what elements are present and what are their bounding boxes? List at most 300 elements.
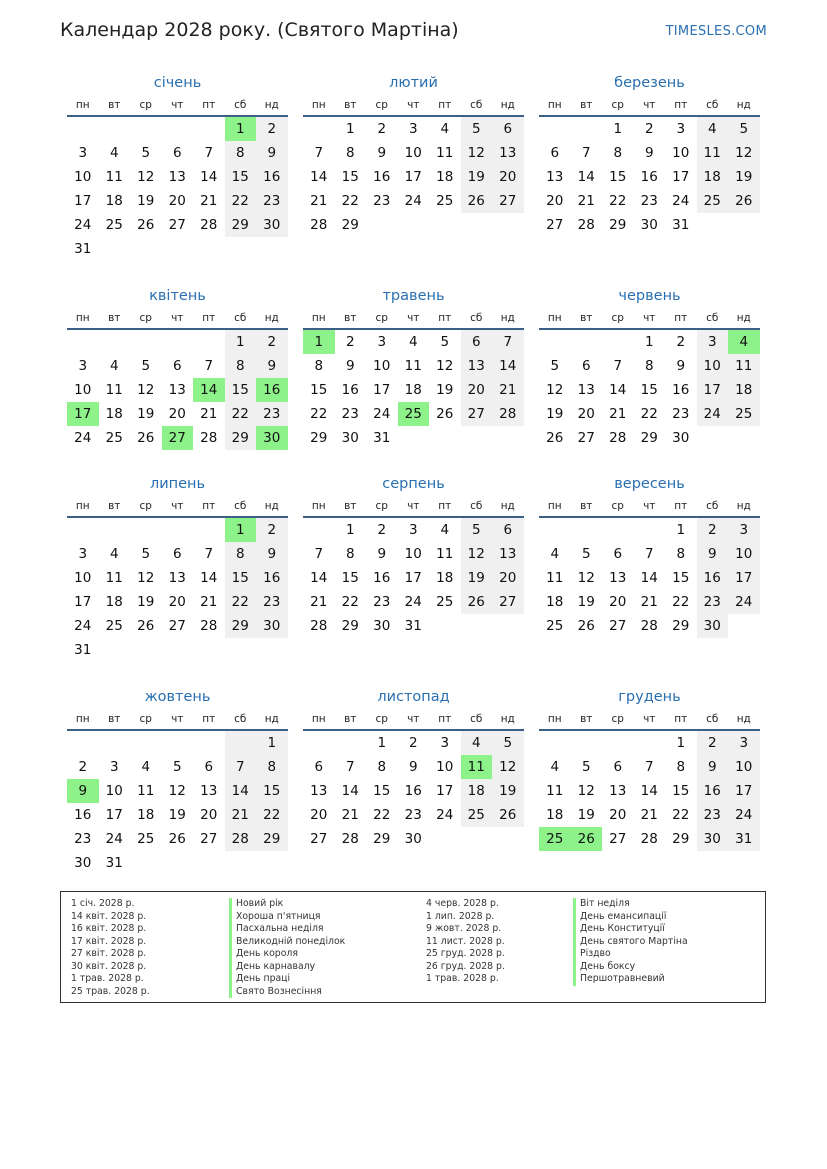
day-cell: 1 <box>256 731 288 755</box>
day-cell: 19 <box>461 566 493 590</box>
weekday-label: чт <box>171 500 184 512</box>
day-cell: 8 <box>225 354 257 378</box>
day-cell: 22 <box>609 193 627 209</box>
day-cell: 5 <box>141 145 151 161</box>
day-cell: 30 <box>373 618 391 634</box>
day-cell: 23 <box>697 590 729 614</box>
holiday-day: 30 <box>256 426 288 450</box>
day-cell: 9 <box>697 755 729 779</box>
day-cell: 25 <box>697 189 729 213</box>
day-cell: 12 <box>436 358 454 374</box>
day-cell: 8 <box>676 546 686 562</box>
day-cell: 28 <box>200 217 218 233</box>
day-cell: 8 <box>644 358 654 374</box>
day-cell: 17 <box>105 807 123 823</box>
weekday-label: пт <box>202 99 216 111</box>
day-cell: 2 <box>256 518 288 542</box>
day-cell: 9 <box>345 358 355 374</box>
legend-date: 1 трав. 2028 р. <box>71 973 144 984</box>
day-cell: 15 <box>341 570 359 586</box>
weekday-label: чт <box>643 99 656 111</box>
day-cell: 21 <box>310 594 328 610</box>
day-cell: 6 <box>172 358 182 374</box>
weekday-label: нд <box>500 500 515 512</box>
day-cell: 12 <box>728 141 760 165</box>
day-cell: 11 <box>436 145 454 161</box>
weekday-label: вт <box>344 312 357 324</box>
empty-cell <box>634 731 666 755</box>
day-cell: 31 <box>74 241 92 257</box>
day-cell: 28 <box>341 831 359 847</box>
day-cell: 19 <box>137 193 155 209</box>
empty-cell <box>539 731 571 755</box>
day-cell: 25 <box>436 193 454 209</box>
day-cell: 22 <box>672 594 690 610</box>
weekday-label: вт <box>344 713 357 725</box>
month-name: липень <box>149 476 206 492</box>
empty-cell <box>571 330 603 354</box>
weekday-label: ср <box>611 312 624 324</box>
month-block <box>303 473 524 638</box>
day-cell: 20 <box>200 807 218 823</box>
day-cell: 10 <box>373 358 391 374</box>
empty-cell <box>162 518 194 542</box>
weekday-label: пт <box>438 99 452 111</box>
day-cell: 30 <box>672 430 690 446</box>
page-title: Календар 2028 року. (Святого Мартіна) <box>60 19 459 41</box>
day-cell: 30 <box>74 855 92 871</box>
day-cell: 24 <box>74 430 92 446</box>
empty-cell <box>162 330 194 354</box>
day-cell: 11 <box>105 382 123 398</box>
day-cell: 9 <box>697 542 729 566</box>
day-cell: 12 <box>137 570 155 586</box>
month-block <box>539 686 760 851</box>
weekday-header <box>67 308 288 330</box>
day-cell: 4 <box>109 358 119 374</box>
weekday-label: ср <box>611 500 624 512</box>
empty-cell <box>303 117 335 141</box>
weekday-label: сб <box>234 99 247 111</box>
day-cell: 2 <box>256 330 288 354</box>
day-cell: 5 <box>728 117 760 141</box>
day-cell: 28 <box>609 430 627 446</box>
day-cell: 5 <box>581 759 591 775</box>
day-cell: 14 <box>577 169 595 185</box>
weekday-label: ср <box>375 99 388 111</box>
day-cell: 17 <box>373 382 391 398</box>
day-cell: 6 <box>492 518 524 542</box>
day-cell: 8 <box>256 755 288 779</box>
weekday-label: нд <box>736 99 751 111</box>
day-cell: 20 <box>492 566 524 590</box>
day-cell: 28 <box>640 831 658 847</box>
day-cell: 14 <box>200 570 218 586</box>
day-cell: 15 <box>672 570 690 586</box>
day-cell: 21 <box>492 378 524 402</box>
day-cell: 11 <box>546 783 564 799</box>
day-cell: 5 <box>550 358 560 374</box>
day-cell: 24 <box>404 193 422 209</box>
site-link[interactable]: TIMESLES.COM <box>665 24 767 39</box>
weekday-label: пт <box>674 713 688 725</box>
weekday-label: ср <box>139 713 152 725</box>
weekday-label: пн <box>75 713 90 725</box>
weekday-label: чт <box>407 312 420 324</box>
holiday-day: 1 <box>225 117 257 141</box>
day-cell: 5 <box>492 731 524 755</box>
weekday-label: пн <box>75 99 90 111</box>
day-cell: 15 <box>225 165 257 189</box>
day-cell: 10 <box>672 145 690 161</box>
day-cell: 1 <box>676 522 686 538</box>
legend-date: 1 трав. 2028 р. <box>426 973 499 984</box>
day-cell: 28 <box>225 827 257 851</box>
day-cell: 13 <box>492 542 524 566</box>
day-cell: 18 <box>404 382 422 398</box>
day-cell: 17 <box>404 570 422 586</box>
legend-holiday-name: День емансипації <box>573 911 688 924</box>
day-cell: 19 <box>461 165 493 189</box>
day-cell: 19 <box>436 382 454 398</box>
empty-cell <box>303 518 335 542</box>
day-cell: 4 <box>109 145 119 161</box>
weekday-label: ср <box>375 713 388 725</box>
weekday-label: нд <box>264 312 279 324</box>
day-cell: 17 <box>728 566 760 590</box>
weekday-label: нд <box>500 312 515 324</box>
day-cell: 11 <box>728 354 760 378</box>
empty-cell <box>634 518 666 542</box>
day-cell: 11 <box>105 169 123 185</box>
day-cell: 20 <box>546 193 564 209</box>
holiday-day: 4 <box>728 330 760 354</box>
day-cell: 16 <box>256 566 288 590</box>
day-cell: 9 <box>256 141 288 165</box>
day-cell: 22 <box>310 406 328 422</box>
day-cell: 16 <box>697 566 729 590</box>
month-block <box>303 686 524 851</box>
day-cell: 7 <box>314 546 324 562</box>
holiday-day: 11 <box>461 755 493 779</box>
weekday-label: чт <box>407 713 420 725</box>
weekday-header <box>539 95 760 117</box>
empty-cell <box>571 117 603 141</box>
day-cell: 11 <box>546 570 564 586</box>
day-cell: 4 <box>440 522 450 538</box>
day-cell: 18 <box>436 570 454 586</box>
holiday-day: 25 <box>398 402 430 426</box>
day-cell: 30 <box>341 430 359 446</box>
day-cell: 8 <box>345 546 355 562</box>
day-cell: 6 <box>550 145 560 161</box>
day-cell: 1 <box>345 522 355 538</box>
legend-date: 30 квіт. 2028 р. <box>71 960 147 972</box>
weekday-header <box>67 496 288 518</box>
empty-cell <box>571 518 603 542</box>
weekday-label: пн <box>75 500 90 512</box>
day-cell: 3 <box>697 330 729 354</box>
weekday-header <box>67 95 288 117</box>
weekday-label: вт <box>108 312 121 324</box>
day-cell: 20 <box>609 807 627 823</box>
legend-holiday-name: Пасхальна неділя <box>229 923 345 936</box>
day-cell: 14 <box>200 169 218 185</box>
day-cell: 8 <box>345 145 355 161</box>
day-cell: 1 <box>225 330 257 354</box>
day-cell: 23 <box>697 803 729 827</box>
day-cell: 25 <box>728 402 760 426</box>
month-name: грудень <box>618 689 681 705</box>
day-cell: 17 <box>697 378 729 402</box>
day-cell: 25 <box>137 831 155 847</box>
day-cell: 17 <box>436 783 454 799</box>
day-cell: 3 <box>377 334 387 350</box>
month-name: січень <box>153 75 202 91</box>
weekday-header <box>303 308 524 330</box>
weekday-label: ср <box>139 99 152 111</box>
weekday-label: нд <box>264 713 279 725</box>
day-cell: 4 <box>697 117 729 141</box>
day-cell: 16 <box>74 807 92 823</box>
day-cell: 22 <box>341 193 359 209</box>
legend-date: 4 черв. 2028 р. <box>426 898 499 909</box>
day-cell: 14 <box>640 783 658 799</box>
day-cell: 9 <box>644 145 654 161</box>
day-cell: 29 <box>609 217 627 233</box>
legend-date: 26 груд. 2028 р. <box>426 960 505 972</box>
month-block <box>67 473 288 662</box>
day-cell: 25 <box>546 618 564 634</box>
empty-cell <box>99 117 131 141</box>
weekday-header <box>303 496 524 518</box>
day-cell: 27 <box>492 590 524 614</box>
day-cell: 6 <box>314 759 324 775</box>
day-cell: 7 <box>581 145 591 161</box>
day-cell: 10 <box>697 354 729 378</box>
day-cell: 5 <box>461 117 493 141</box>
day-cell: 6 <box>204 759 214 775</box>
day-cell: 13 <box>609 783 627 799</box>
day-cell: 5 <box>581 546 591 562</box>
day-cell: 19 <box>137 594 155 610</box>
empty-cell <box>67 731 99 755</box>
day-cell: 7 <box>613 358 623 374</box>
weekday-label: чт <box>171 99 184 111</box>
day-cell: 21 <box>225 803 257 827</box>
weekday-label: чт <box>171 312 184 324</box>
weekday-label: вт <box>108 99 121 111</box>
day-cell: 10 <box>404 546 422 562</box>
weekday-label: пт <box>202 713 216 725</box>
day-cell: 24 <box>404 594 422 610</box>
day-cell: 17 <box>404 169 422 185</box>
day-cell: 27 <box>577 430 595 446</box>
empty-cell <box>99 731 131 755</box>
day-cell: 8 <box>225 141 257 165</box>
holiday-day: 17 <box>67 402 99 426</box>
weekday-label: чт <box>171 713 184 725</box>
day-cell: 31 <box>74 642 92 658</box>
weekday-label: чт <box>643 312 656 324</box>
day-cell: 7 <box>644 546 654 562</box>
day-cell: 25 <box>436 594 454 610</box>
weekday-label: нд <box>264 99 279 111</box>
weekday-label: нд <box>736 312 751 324</box>
day-cell: 26 <box>728 189 760 213</box>
day-cell: 24 <box>697 402 729 426</box>
day-cell: 21 <box>577 193 595 209</box>
day-cell: 22 <box>225 189 257 213</box>
day-cell: 29 <box>225 213 257 237</box>
legend-left-dates <box>71 898 150 998</box>
day-cell: 24 <box>373 406 391 422</box>
empty-cell <box>225 731 257 755</box>
day-cell: 23 <box>640 193 658 209</box>
day-cell: 26 <box>461 590 493 614</box>
weekday-label: ср <box>139 312 152 324</box>
day-cell: 13 <box>577 382 595 398</box>
day-cell: 12 <box>577 783 595 799</box>
day-cell: 1 <box>613 121 623 137</box>
day-cell: 4 <box>550 546 560 562</box>
day-cell: 7 <box>204 546 214 562</box>
day-cell: 13 <box>168 570 186 586</box>
day-cell: 18 <box>546 594 564 610</box>
day-cell: 20 <box>168 406 186 422</box>
day-cell: 6 <box>172 546 182 562</box>
day-cell: 8 <box>314 358 324 374</box>
legend-holiday-name: День короля <box>229 948 345 961</box>
day-cell: 22 <box>225 402 257 426</box>
weekday-label: сб <box>706 713 719 725</box>
legend-holiday-name: Різдво <box>573 948 688 961</box>
holiday-day: 14 <box>193 378 225 402</box>
weekday-label: сб <box>234 500 247 512</box>
legend-holiday-name: Свято Вознесіння <box>229 986 345 999</box>
month-name: серпень <box>382 476 445 492</box>
day-grid <box>303 330 524 450</box>
weekday-label: пт <box>202 312 216 324</box>
day-cell: 31 <box>373 430 391 446</box>
day-cell: 3 <box>676 121 686 137</box>
day-cell: 12 <box>461 141 493 165</box>
weekday-label: ср <box>375 500 388 512</box>
legend-holiday-name: День карнавалу <box>229 961 345 974</box>
weekday-label: пн <box>311 713 326 725</box>
day-cell: 10 <box>436 759 454 775</box>
day-cell: 29 <box>256 827 288 851</box>
day-cell: 22 <box>373 807 391 823</box>
day-cell: 9 <box>256 542 288 566</box>
day-cell: 2 <box>676 334 686 350</box>
day-cell: 9 <box>408 759 418 775</box>
day-cell: 14 <box>310 169 328 185</box>
day-cell: 5 <box>461 518 493 542</box>
day-cell: 27 <box>546 217 564 233</box>
day-grid <box>539 731 760 851</box>
weekday-label: вт <box>580 312 593 324</box>
day-cell: 7 <box>225 755 257 779</box>
day-cell: 11 <box>137 783 155 799</box>
day-cell: 21 <box>609 406 627 422</box>
day-cell: 2 <box>78 759 88 775</box>
day-grid <box>539 518 760 638</box>
month-name: квітень <box>149 288 206 304</box>
holiday-legend <box>60 891 766 1003</box>
weekday-label: сб <box>706 312 719 324</box>
day-cell: 15 <box>672 783 690 799</box>
day-cell: 26 <box>546 430 564 446</box>
day-cell: 19 <box>137 406 155 422</box>
day-cell: 3 <box>440 735 450 751</box>
day-cell: 10 <box>74 169 92 185</box>
day-cell: 24 <box>74 217 92 233</box>
weekday-label: вт <box>580 713 593 725</box>
day-cell: 18 <box>546 807 564 823</box>
day-cell: 13 <box>546 169 564 185</box>
holiday-day: 9 <box>67 779 99 803</box>
legend-right-dates <box>426 898 505 986</box>
day-cell: 10 <box>105 783 123 799</box>
legend-holiday-name: Новий рік <box>229 898 345 911</box>
day-cell: 16 <box>697 779 729 803</box>
day-cell: 30 <box>256 213 288 237</box>
day-cell: 2 <box>377 522 387 538</box>
day-cell: 20 <box>577 406 595 422</box>
legend-holiday-name: Віт неділя <box>573 898 688 911</box>
day-cell: 21 <box>200 193 218 209</box>
weekday-label: сб <box>470 312 483 324</box>
day-cell: 18 <box>105 193 123 209</box>
day-cell: 6 <box>172 145 182 161</box>
legend-holiday-name: День праці <box>229 973 345 986</box>
weekday-label: вт <box>108 500 121 512</box>
weekday-label: ср <box>139 500 152 512</box>
weekday-header <box>303 709 524 731</box>
empty-cell <box>193 731 225 755</box>
weekday-label: пт <box>438 713 452 725</box>
month-name: березень <box>614 75 685 91</box>
day-cell: 30 <box>404 831 422 847</box>
day-cell: 15 <box>640 382 658 398</box>
weekday-label: вт <box>344 500 357 512</box>
day-cell: 27 <box>492 189 524 213</box>
month-name: листопад <box>377 689 450 705</box>
day-cell: 29 <box>225 426 257 450</box>
day-cell: 11 <box>105 570 123 586</box>
empty-cell <box>162 731 194 755</box>
day-grid <box>67 518 288 662</box>
empty-cell <box>130 731 162 755</box>
day-cell: 3 <box>78 145 88 161</box>
legend-holiday-name: Хороша п'ятниця <box>229 911 345 924</box>
day-cell: 10 <box>74 570 92 586</box>
day-cell: 3 <box>109 759 119 775</box>
day-cell: 3 <box>408 121 418 137</box>
day-cell: 23 <box>373 193 391 209</box>
day-cell: 1 <box>676 735 686 751</box>
holiday-day: 27 <box>162 426 194 450</box>
day-cell: 22 <box>341 594 359 610</box>
day-cell: 3 <box>78 546 88 562</box>
day-grid <box>67 731 288 875</box>
day-cell: 4 <box>461 731 493 755</box>
day-cell: 4 <box>141 759 151 775</box>
day-cell: 24 <box>436 807 454 823</box>
day-cell: 29 <box>341 618 359 634</box>
weekday-label: ср <box>375 312 388 324</box>
